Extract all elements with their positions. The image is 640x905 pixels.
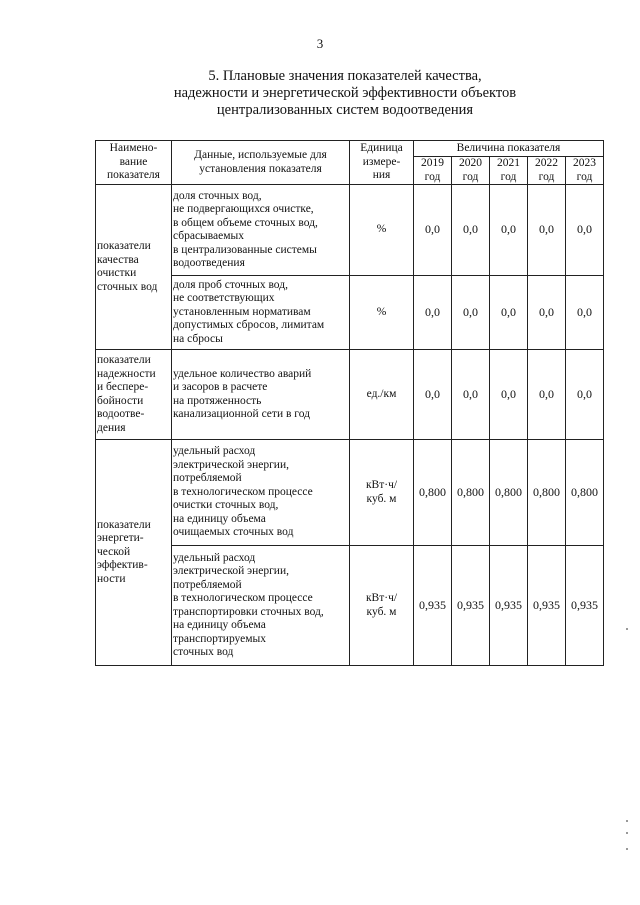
- header-year: 2023 год: [566, 157, 604, 185]
- header-data: [172, 141, 350, 185]
- value-cell: 0,0: [566, 185, 604, 276]
- page-number: 3: [316, 36, 324, 51]
- group-name-reliability: показатели надежности и беспере- бойности водоотве- дения: [96, 350, 172, 440]
- value-cell: 0,935: [414, 546, 452, 666]
- value-cell: 0,0: [528, 276, 566, 350]
- value-cell: 0,0: [490, 185, 528, 276]
- value-cell: 0,0: [528, 350, 566, 440]
- indicator-unit: ед./км: [350, 350, 414, 440]
- header-unit: [350, 141, 414, 185]
- indicator-description: удельный расход электрической энергии, потребляемой в технологическом процессе транспортировки сточных вод, на единицу объема транспортируемых сточных вод: [172, 546, 350, 666]
- header-unit-line: ния: [372, 169, 391, 182]
- header-data-line: установления показателя: [199, 162, 322, 175]
- value-cell: 0,0: [566, 276, 604, 350]
- header-name: [96, 141, 172, 185]
- table-row: [96, 185, 604, 276]
- value-cell: 0,0: [452, 185, 490, 276]
- indicator-description: удельный расход электрической энергии, потребляемой в технологическом процессе очистки сточных вод, на единицу объема очищаемых сточных вод: [172, 440, 350, 546]
- scan-speck: [626, 628, 628, 630]
- scan-speck: [626, 832, 628, 834]
- value-cell: 0,800: [452, 440, 490, 546]
- header-year: 2022 год: [528, 157, 566, 185]
- table-row: [96, 440, 604, 546]
- header-name-line: вание: [119, 155, 148, 168]
- group-name-energy: показатели энергети- ческой эффектив‑ ности: [96, 440, 172, 666]
- title-line: надежности и энергетической эффективности объектов: [173, 85, 517, 101]
- header-year: 2020 год: [452, 157, 490, 185]
- indicator-unit: кВт·ч/ куб. м: [350, 440, 414, 546]
- value-cell: 0,800: [528, 440, 566, 546]
- document-title: [100, 68, 590, 119]
- value-cell: 0,935: [528, 546, 566, 666]
- value-cell: 0,935: [452, 546, 490, 666]
- value-cell: 0,800: [566, 440, 604, 546]
- value-cell: 0,800: [414, 440, 452, 546]
- value-cell: 0,0: [414, 185, 452, 276]
- indicator-unit: %: [350, 276, 414, 350]
- table-row: [96, 350, 604, 440]
- header-unit-line: измере-: [362, 155, 401, 168]
- title-line: централизованных систем водоотведения: [216, 102, 474, 118]
- value-cell: 0,935: [566, 546, 604, 666]
- indicators-table: [95, 140, 604, 666]
- value-cell: 0,0: [414, 276, 452, 350]
- header-name-line: Наимено-: [109, 142, 158, 155]
- header-value: Величина показателя: [414, 141, 604, 157]
- indicator-description: удельное количество аварий и засоров в расчете на протяженность канализационной сети в год: [172, 350, 350, 440]
- value-cell: 0,0: [452, 276, 490, 350]
- value-cell: 0,0: [528, 185, 566, 276]
- value-cell: 0,0: [490, 276, 528, 350]
- indicator-unit: %: [350, 185, 414, 276]
- group-name-quality: показатели качества очистки сточных вод: [96, 185, 172, 350]
- header-name-line: показателя: [107, 169, 160, 182]
- header-unit-line: Единица: [360, 142, 403, 155]
- value-cell: 0,935: [490, 546, 528, 666]
- indicator-description: доля проб сточных вод, не соответствующих установленным нормативам допустимых сбросов, лимитам на сбросы: [172, 276, 350, 350]
- value-cell: 0,0: [490, 350, 528, 440]
- table-row: [96, 546, 604, 666]
- value-cell: 0,0: [414, 350, 452, 440]
- value-cell: 0,0: [452, 350, 490, 440]
- indicator-unit: кВт·ч/ куб. м: [350, 546, 414, 666]
- header-data-line: Данные, используемые для: [194, 149, 327, 161]
- indicator-description: доля сточных вод, не подвергающихся очистке, в общем объеме сточных вод, сбрасываемых в централизованные системы водоотведения: [172, 185, 350, 276]
- value-cell: 0,800: [490, 440, 528, 546]
- title-line: 5. Плановые значения показателей качества,: [208, 68, 482, 84]
- header-year: 2021 год: [490, 157, 528, 185]
- table-row: [96, 276, 604, 350]
- value-cell: 0,0: [566, 350, 604, 440]
- scan-speck: [626, 848, 628, 850]
- scan-speck: [626, 820, 628, 822]
- header-year: 2019 год: [414, 157, 452, 185]
